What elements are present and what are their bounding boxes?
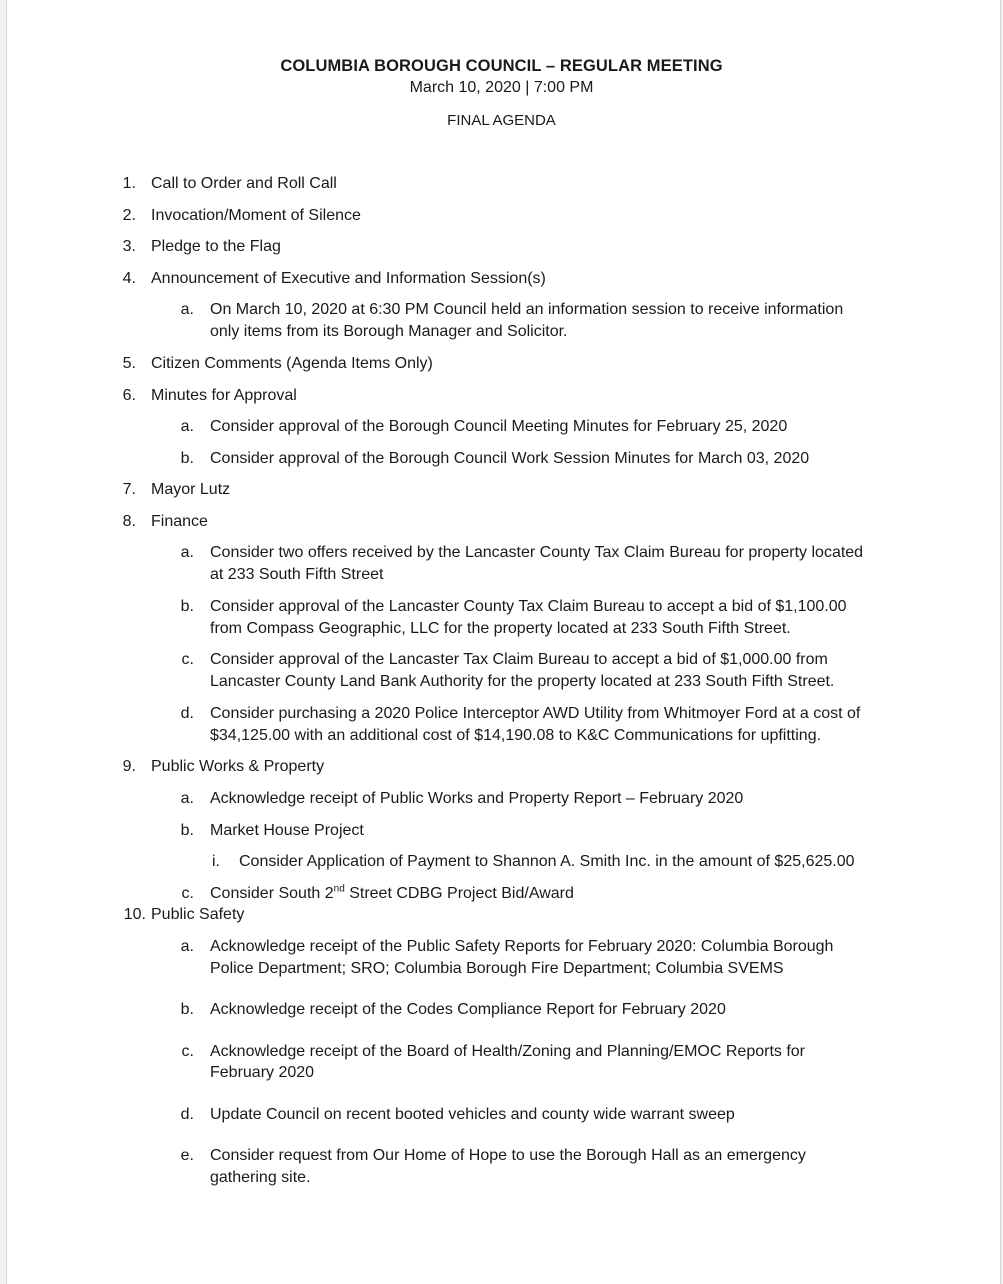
subitem-text: Lancaster County Land Bank Authority for the property located at 233 South Fifth Street.	[210, 673, 835, 690]
subitem-text	[210, 883, 574, 905]
subitem-letter: a.	[180, 418, 194, 435]
agenda-item: Public Works & Property	[151, 758, 325, 775]
agenda-item: Mayor Lutz	[151, 481, 231, 498]
agenda-number: 9.	[122, 758, 136, 775]
subitem-text: only items from its Borough Manager and Solicitor.	[210, 323, 568, 340]
subsubitem-text: Consider Application of Payment to Shannon A. Smith Inc. in the amount of $25,625.00	[239, 853, 855, 870]
agenda-item: Announcement of Executive and Information Session(s)	[151, 270, 546, 287]
subitem-text: from Compass Geographic, LLC for the property located at 233 South Fifth Street.	[210, 620, 791, 637]
subitem-text-part: Street CDBG Project Bid/Award	[344, 885, 574, 902]
agenda-item: Public Safety	[151, 906, 245, 923]
subitem-text: February 2020	[210, 1064, 315, 1081]
agenda-number: 3.	[122, 238, 136, 255]
agenda-number: 6.	[122, 387, 136, 404]
agenda-item: Citizen Comments (Agenda Items Only)	[151, 355, 433, 372]
subitem-text: Consider purchasing a 2020 Police Interceptor AWD Utility from Whitmoyer Ford at a cost of	[210, 705, 861, 722]
subitem-letter: b.	[180, 822, 194, 839]
agenda-item: Call to Order and Roll Call	[151, 175, 337, 192]
subitem-text: $34,125.00 with an additional cost of $14,190.08 to K&C Communications for upfitting.	[210, 727, 822, 744]
subitem-text: Update Council on recent booted vehicles and county wide warrant sweep	[210, 1106, 735, 1123]
subitem-text: Consider approval of the Lancaster County Tax Claim Bureau to accept a bid of $1,100.00	[210, 598, 847, 615]
subitem-letter: a.	[180, 301, 194, 318]
meeting-title: COLUMBIA BOROUGH COUNCIL – REGULAR MEETING	[280, 57, 723, 75]
subitem-text: Market House Project	[210, 822, 364, 839]
subitem-text: Police Department; SRO; Columbia Borough Fire Department; Columbia SVEMS	[210, 960, 784, 977]
agenda-number: 4.	[122, 270, 136, 287]
subitem-letter: c.	[181, 651, 194, 668]
subitem-text: gathering site.	[210, 1169, 311, 1186]
subitem-letter: c.	[181, 1043, 194, 1060]
subitem-letter: b.	[180, 1001, 194, 1018]
subitem-text: Consider approval of the Lancaster Tax Claim Bureau to accept a bid of $1,000.00 from	[210, 651, 828, 668]
agenda-item: Pledge to the Flag	[151, 238, 281, 255]
subitem-letter: b.	[180, 598, 194, 615]
subitem-text: Acknowledge receipt of Public Works and Property Report – February 2020	[210, 790, 744, 807]
subitem-letter: a.	[180, 544, 194, 561]
agenda-number: 10.	[123, 906, 146, 923]
subitem-text: Acknowledge receipt of the Public Safety Reports for February 2020: Columbia Borough	[210, 938, 834, 955]
subsubitem-roman: i.	[212, 853, 220, 870]
agenda-item: Finance	[151, 513, 208, 530]
subitem-letter: d.	[180, 705, 194, 722]
agenda-item: Minutes for Approval	[151, 387, 297, 404]
subitem-text: Consider two offers received by the Lancaster County Tax Claim Bureau for property located	[210, 544, 864, 561]
agenda-number: 2.	[122, 207, 136, 224]
subitem-letter: e.	[180, 1147, 194, 1164]
subitem-letter: c.	[181, 885, 194, 902]
meeting-datetime: March 10, 2020 | 7:00 PM	[409, 79, 594, 96]
agenda-number: 7.	[122, 481, 136, 498]
agenda-number: 1.	[122, 175, 136, 192]
subitem-text: at 233 South Fifth Street	[210, 566, 384, 583]
subitem-letter: d.	[180, 1106, 194, 1123]
subitem-text-part: Consider South 2	[210, 885, 334, 902]
agenda-number: 8.	[122, 513, 136, 530]
ordinal-suffix: nd	[333, 883, 345, 895]
agenda-number: 5.	[122, 355, 136, 372]
subitem-letter: a.	[180, 938, 194, 955]
subitem-text: Acknowledge receipt of the Board of Health/Zoning and Planning/EMOC Reports for	[210, 1043, 805, 1060]
subitem-text: Acknowledge receipt of the Codes Compliance Report for February 2020	[210, 1001, 726, 1018]
subitem-text: Consider request from Our Home of Hope to use the Borough Hall as an emergency	[210, 1147, 806, 1164]
agenda-subtitle: FINAL AGENDA	[447, 112, 556, 129]
subitem-letter: a.	[180, 790, 194, 807]
agenda-item: Invocation/Moment of Silence	[151, 207, 361, 224]
subitem-text: Consider approval of the Borough Council Work Session Minutes for March 03, 2020	[210, 450, 810, 467]
subitem-text: Consider approval of the Borough Council Meeting Minutes for February 25, 2020	[210, 418, 788, 435]
subitem-text: On March 10, 2020 at 6:30 PM Council held an information session to receive information	[210, 301, 844, 318]
subitem-letter: b.	[180, 450, 194, 467]
